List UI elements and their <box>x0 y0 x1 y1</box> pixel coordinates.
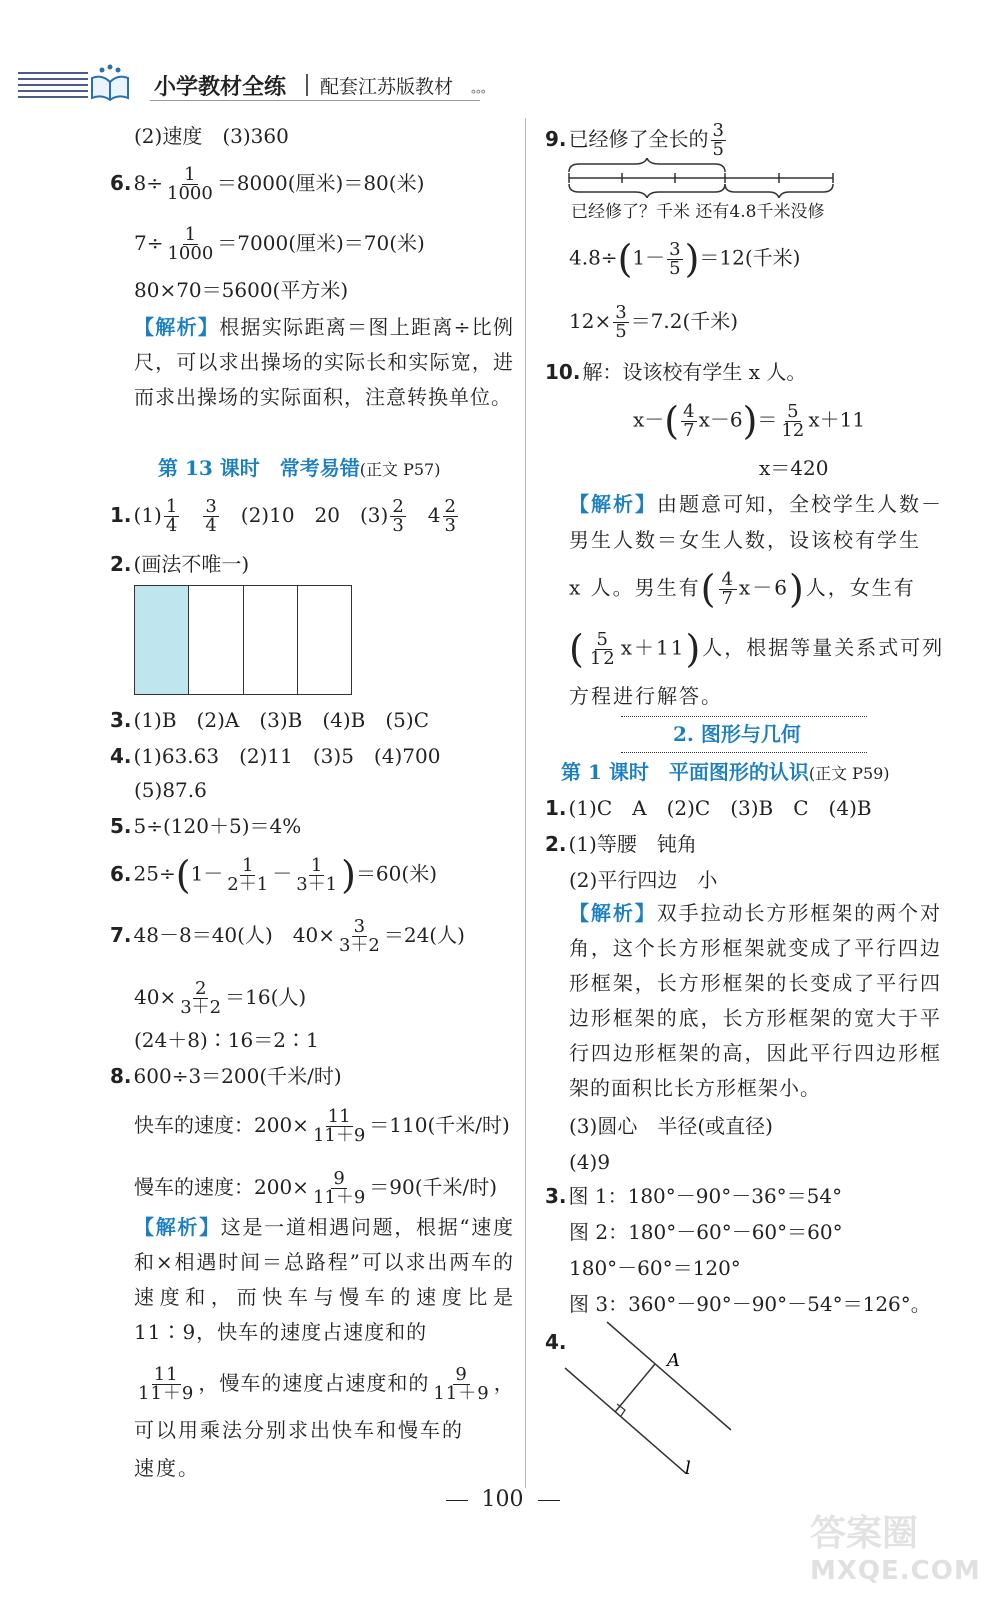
part <box>298 586 351 694</box>
text: (1)C A (2)C (3)B C (4)B <box>568 796 872 820</box>
text: (画法不唯一) <box>133 552 250 576</box>
analysis-1 <box>134 310 514 415</box>
q6b-line: 6. 25÷(1－ $\frac{1}{2+1}$ － $\frac{1}{3+1}$ )＝60(米) <box>110 853 437 897</box>
question-number: 3. <box>545 1184 567 1208</box>
text: 5÷(120＋5)＝4% <box>133 814 302 838</box>
analysis-2 <box>134 1210 514 1350</box>
question-number: 2. <box>110 552 132 576</box>
r2-line2: (2)平行四边 小 <box>569 868 718 892</box>
text: 图 1：180°－90°－36°＝54° <box>568 1184 843 1208</box>
column-divider <box>525 118 526 1488</box>
analysis-3-line: ( $\frac{5}{12}$ x＋11)人，根据等量关系式可列 <box>569 627 945 671</box>
text: x＋11 <box>620 635 686 660</box>
header-subtitle: 配套江苏版教材 <box>320 76 454 98</box>
text: ＝110(千米/时) <box>369 1113 510 1137</box>
text: x－6 <box>698 407 743 432</box>
analysis-2-fraction-line <box>110 1366 515 1403</box>
text: 1－ <box>632 245 666 270</box>
q6-line1 <box>110 166 424 203</box>
perpendicular-diagram <box>555 1314 755 1474</box>
header-title: 小学教材全练 <box>154 74 287 100</box>
segment-diagram <box>565 158 840 198</box>
text: ＝7.2(千米) <box>630 309 739 333</box>
fraction: $\frac{3}{5}$ <box>669 238 681 279</box>
section-ref: (正文 P57) <box>359 460 441 479</box>
r3-line4: 图 3：360°－90°－90°－54°＝126°。 <box>569 1292 931 1316</box>
text: x－ <box>633 407 665 432</box>
text: ＝90(千米/时) <box>369 1175 498 1199</box>
q10-equation: x－( $\frac{4}{7}$ x－6)＝ $\frac{5}{12}$ x＋11 <box>633 399 866 443</box>
line-l-label: l <box>685 1458 691 1474</box>
q8-line1 <box>110 1062 342 1090</box>
fraction: $\frac{9}{11+9}$ <box>433 1364 490 1404</box>
text: 人，根据等量关系式可列 <box>702 635 945 660</box>
r2-line3: (3)圆心 半径(或直径) <box>569 1114 773 1138</box>
header-lines <box>18 72 88 102</box>
question-number: 8. <box>110 1064 132 1088</box>
analysis-text: 双手拉动长方形框架的两个对角，这个长方形框架就变成了平行四边形框架，长方形框架的长变成了平行四边形框架的底，长方形框架的宽大于平行四边形框架的高，因此平行四边形框架的面积比长方形框架小。 <box>569 901 941 1100</box>
fraction: $\frac{1}{1000}$ <box>167 224 214 264</box>
text: ，慢车的速度占速度和的 <box>198 1371 430 1395</box>
analysis-2-line: 速度。 <box>134 1456 200 1480</box>
analysis-label: 【解析】 <box>569 492 657 516</box>
question-number: 6. <box>110 861 132 886</box>
text: x＋11 <box>808 407 866 432</box>
section-heading <box>561 758 890 788</box>
q10-line <box>545 358 806 386</box>
q2-line <box>110 550 249 578</box>
r2-line4: (4)9 <box>569 1150 611 1174</box>
q8-line2 <box>110 1108 510 1145</box>
text: 慢车的速度：200× <box>134 1175 309 1199</box>
analysis-3-line: x 人。男生有( $\frac{4}{7}$ x－6)人，女生有 <box>569 567 916 611</box>
shaded-part <box>135 586 189 694</box>
question-number: 7. <box>110 923 132 947</box>
text: 600÷3＝200(千米/时) <box>133 1064 342 1088</box>
text: ＝60(米) <box>355 861 437 886</box>
q9-line3 <box>545 304 738 341</box>
text: 人，女生有 <box>805 575 916 600</box>
page-number-text: 100 <box>481 1487 524 1512</box>
question-number: 4. <box>110 744 132 768</box>
analysis-2-line: 可以用乘法分别求出快车和慢车的 <box>134 1418 464 1442</box>
book-logo-icon <box>88 64 132 104</box>
fraction: $\frac{1}{2+1}$ <box>227 854 269 895</box>
fraction: $\frac{3}{3+2}$ <box>338 916 380 956</box>
watermark <box>810 1505 981 1586</box>
text: 快车的速度：200× <box>134 1113 309 1137</box>
dotted-rule <box>621 752 867 753</box>
question-number: 1. <box>545 796 567 820</box>
text: ＝8000(厘米)＝80(米) <box>216 171 425 195</box>
text: (1) <box>133 503 162 527</box>
fraction: $\frac{3}{4}$ <box>205 496 217 536</box>
dotted-rule <box>621 716 867 717</box>
q8-line3 <box>110 1170 497 1207</box>
fraction: $\frac{3}{5}$ <box>615 302 627 342</box>
text: 8÷ <box>133 171 163 195</box>
text: ＝ <box>757 407 778 432</box>
page-header <box>0 60 500 110</box>
q7-line3: (24＋8)∶16＝2∶1 <box>134 1028 319 1052</box>
segment-diagram-caption: 已经修了？千米 还有4.8千米没修 <box>571 202 825 222</box>
header-dots: ∘∘∘ <box>470 84 485 100</box>
fraction: $\frac{5}{12}$ <box>781 400 805 441</box>
text: 4.8÷ <box>569 245 618 270</box>
q6-line2 <box>110 226 425 263</box>
r3-line2: 图 2：180°－60°－60°＝60° <box>569 1220 843 1244</box>
text: (1)B (2)A (3)B (4)B (5)C <box>133 708 430 732</box>
fraction: $\frac{2}{3}$ <box>444 496 456 536</box>
analysis-text: 根据实际距离＝图上距离÷比例尺，可以求出操场的实际长和实际宽，进而求出操场的实际面积，注意转换单位。 <box>134 315 514 409</box>
question-number: 5. <box>110 814 132 838</box>
fraction: $\frac{4}{7}$ <box>721 568 735 609</box>
r1-line <box>545 794 872 822</box>
text: ＝24(人) <box>383 923 465 947</box>
fraction: $\frac{11}{11+9}$ <box>312 1106 366 1146</box>
analysis-text: 由题意可知，全校学生人数－ <box>657 492 943 516</box>
section-heading <box>158 454 440 484</box>
q9-line <box>545 122 728 159</box>
text: 40× <box>134 985 177 1009</box>
text: 48－8＝40(人) 40× <box>133 923 335 947</box>
header-separator <box>306 74 308 96</box>
question-number: 6. <box>110 171 132 195</box>
q1-line <box>110 498 460 535</box>
watermark-logo-text: 答案圈 <box>810 1513 919 1554</box>
section-title: 2. 图形与几何 <box>673 722 801 746</box>
analysis-4 <box>569 896 941 1106</box>
fraction: $\frac{11}{11+9}$ <box>138 1364 195 1404</box>
text: － <box>272 861 293 886</box>
shaded-rectangle-diagram <box>134 585 352 695</box>
r2-line1 <box>545 830 697 858</box>
analysis-3-line <box>545 490 943 518</box>
q7-line2 <box>110 980 306 1017</box>
text: ， <box>493 1371 515 1395</box>
q4-line2: (5)87.6 <box>134 778 207 802</box>
answer-line: (2)速度 (3)360 <box>134 124 289 148</box>
q5-line <box>110 812 301 840</box>
section-ref: (正文 P59) <box>808 764 890 783</box>
fraction: $\frac{4}{7}$ <box>683 400 695 441</box>
q9-line2: 4.8÷(1－ $\frac{3}{5}$ )＝12(千米) <box>569 237 801 281</box>
fraction: $\frac{3}{5}$ <box>712 120 724 160</box>
text: 解：设该校有学生 x 人。 <box>582 360 807 384</box>
r3-line1 <box>545 1182 842 1210</box>
watermark-url: MXQE.COM <box>810 1556 981 1586</box>
q4-line1 <box>110 742 440 770</box>
fraction: $\frac{2}{3+2}$ <box>180 978 222 1018</box>
text: 已经修了全长的 <box>568 127 709 151</box>
fraction: $\frac{5}{12}$ <box>589 628 617 669</box>
text: 12× <box>569 309 612 333</box>
q10-solution: x＝420 <box>759 456 829 480</box>
header-underline <box>150 100 480 101</box>
text: x－6 <box>738 575 789 600</box>
point-A-label: A <box>667 1350 680 1371</box>
q3-line <box>110 706 429 734</box>
r3-line3: 180°－60°＝120° <box>569 1256 741 1280</box>
text: ＝12(千米) <box>699 245 801 270</box>
fraction: $\frac{1}{3+1}$ <box>296 854 338 895</box>
text: (1)等腰 钝角 <box>568 832 697 856</box>
text: ＝16(人) <box>225 985 307 1009</box>
text: (1)63.63 (2)11 (3)5 (4)700 <box>133 744 441 768</box>
question-number: 4. <box>545 1330 567 1354</box>
q7-line1 <box>110 918 465 955</box>
question-number: 9. <box>545 127 567 151</box>
question-number: 10. <box>545 360 581 384</box>
question-number: 2. <box>545 832 567 856</box>
fraction: $\frac{2}{3}$ <box>392 496 404 536</box>
question-number: 3. <box>110 708 132 732</box>
analysis-label: 【解析】 <box>134 315 220 339</box>
analysis-3-line: 方程进行解答。 <box>569 684 723 708</box>
analysis-3-line: 男生人数＝女生人数，设该校有学生 <box>569 528 921 552</box>
part <box>189 586 243 694</box>
fraction: $\frac{9}{11+9}$ <box>312 1168 366 1208</box>
text: 25÷ <box>133 861 176 886</box>
text: (2)10 20 (3) <box>240 503 389 527</box>
analysis-label: 【解析】 <box>569 901 657 925</box>
section-heading <box>673 720 801 748</box>
question-number: 1. <box>110 503 132 527</box>
section-title: 第 1 课时 平面图形的认识 <box>561 760 809 784</box>
text: 7÷ <box>134 231 164 255</box>
analysis-text: 这是一道相遇问题，根据“速度和×相遇时间＝总路程”可以求出两车的速度和，而快车与慢车的速度比是 11∶9，快车的速度占速度和的 <box>134 1215 515 1344</box>
section-title: 第 13 课时 常考易错 <box>158 456 360 480</box>
text: 4 <box>427 503 441 527</box>
fraction: $\frac{1}{1000}$ <box>167 164 213 204</box>
analysis-label: 【解析】 <box>134 1215 221 1239</box>
q6-line3: 80×70＝5600(平方米) <box>134 278 349 302</box>
fraction: $\frac{1}{4}$ <box>165 496 178 536</box>
text: ＝7000(厘米)＝70(米) <box>217 231 425 255</box>
part <box>244 586 298 694</box>
text: x 人。男生有 <box>569 575 701 600</box>
text: 1－ <box>190 861 224 886</box>
